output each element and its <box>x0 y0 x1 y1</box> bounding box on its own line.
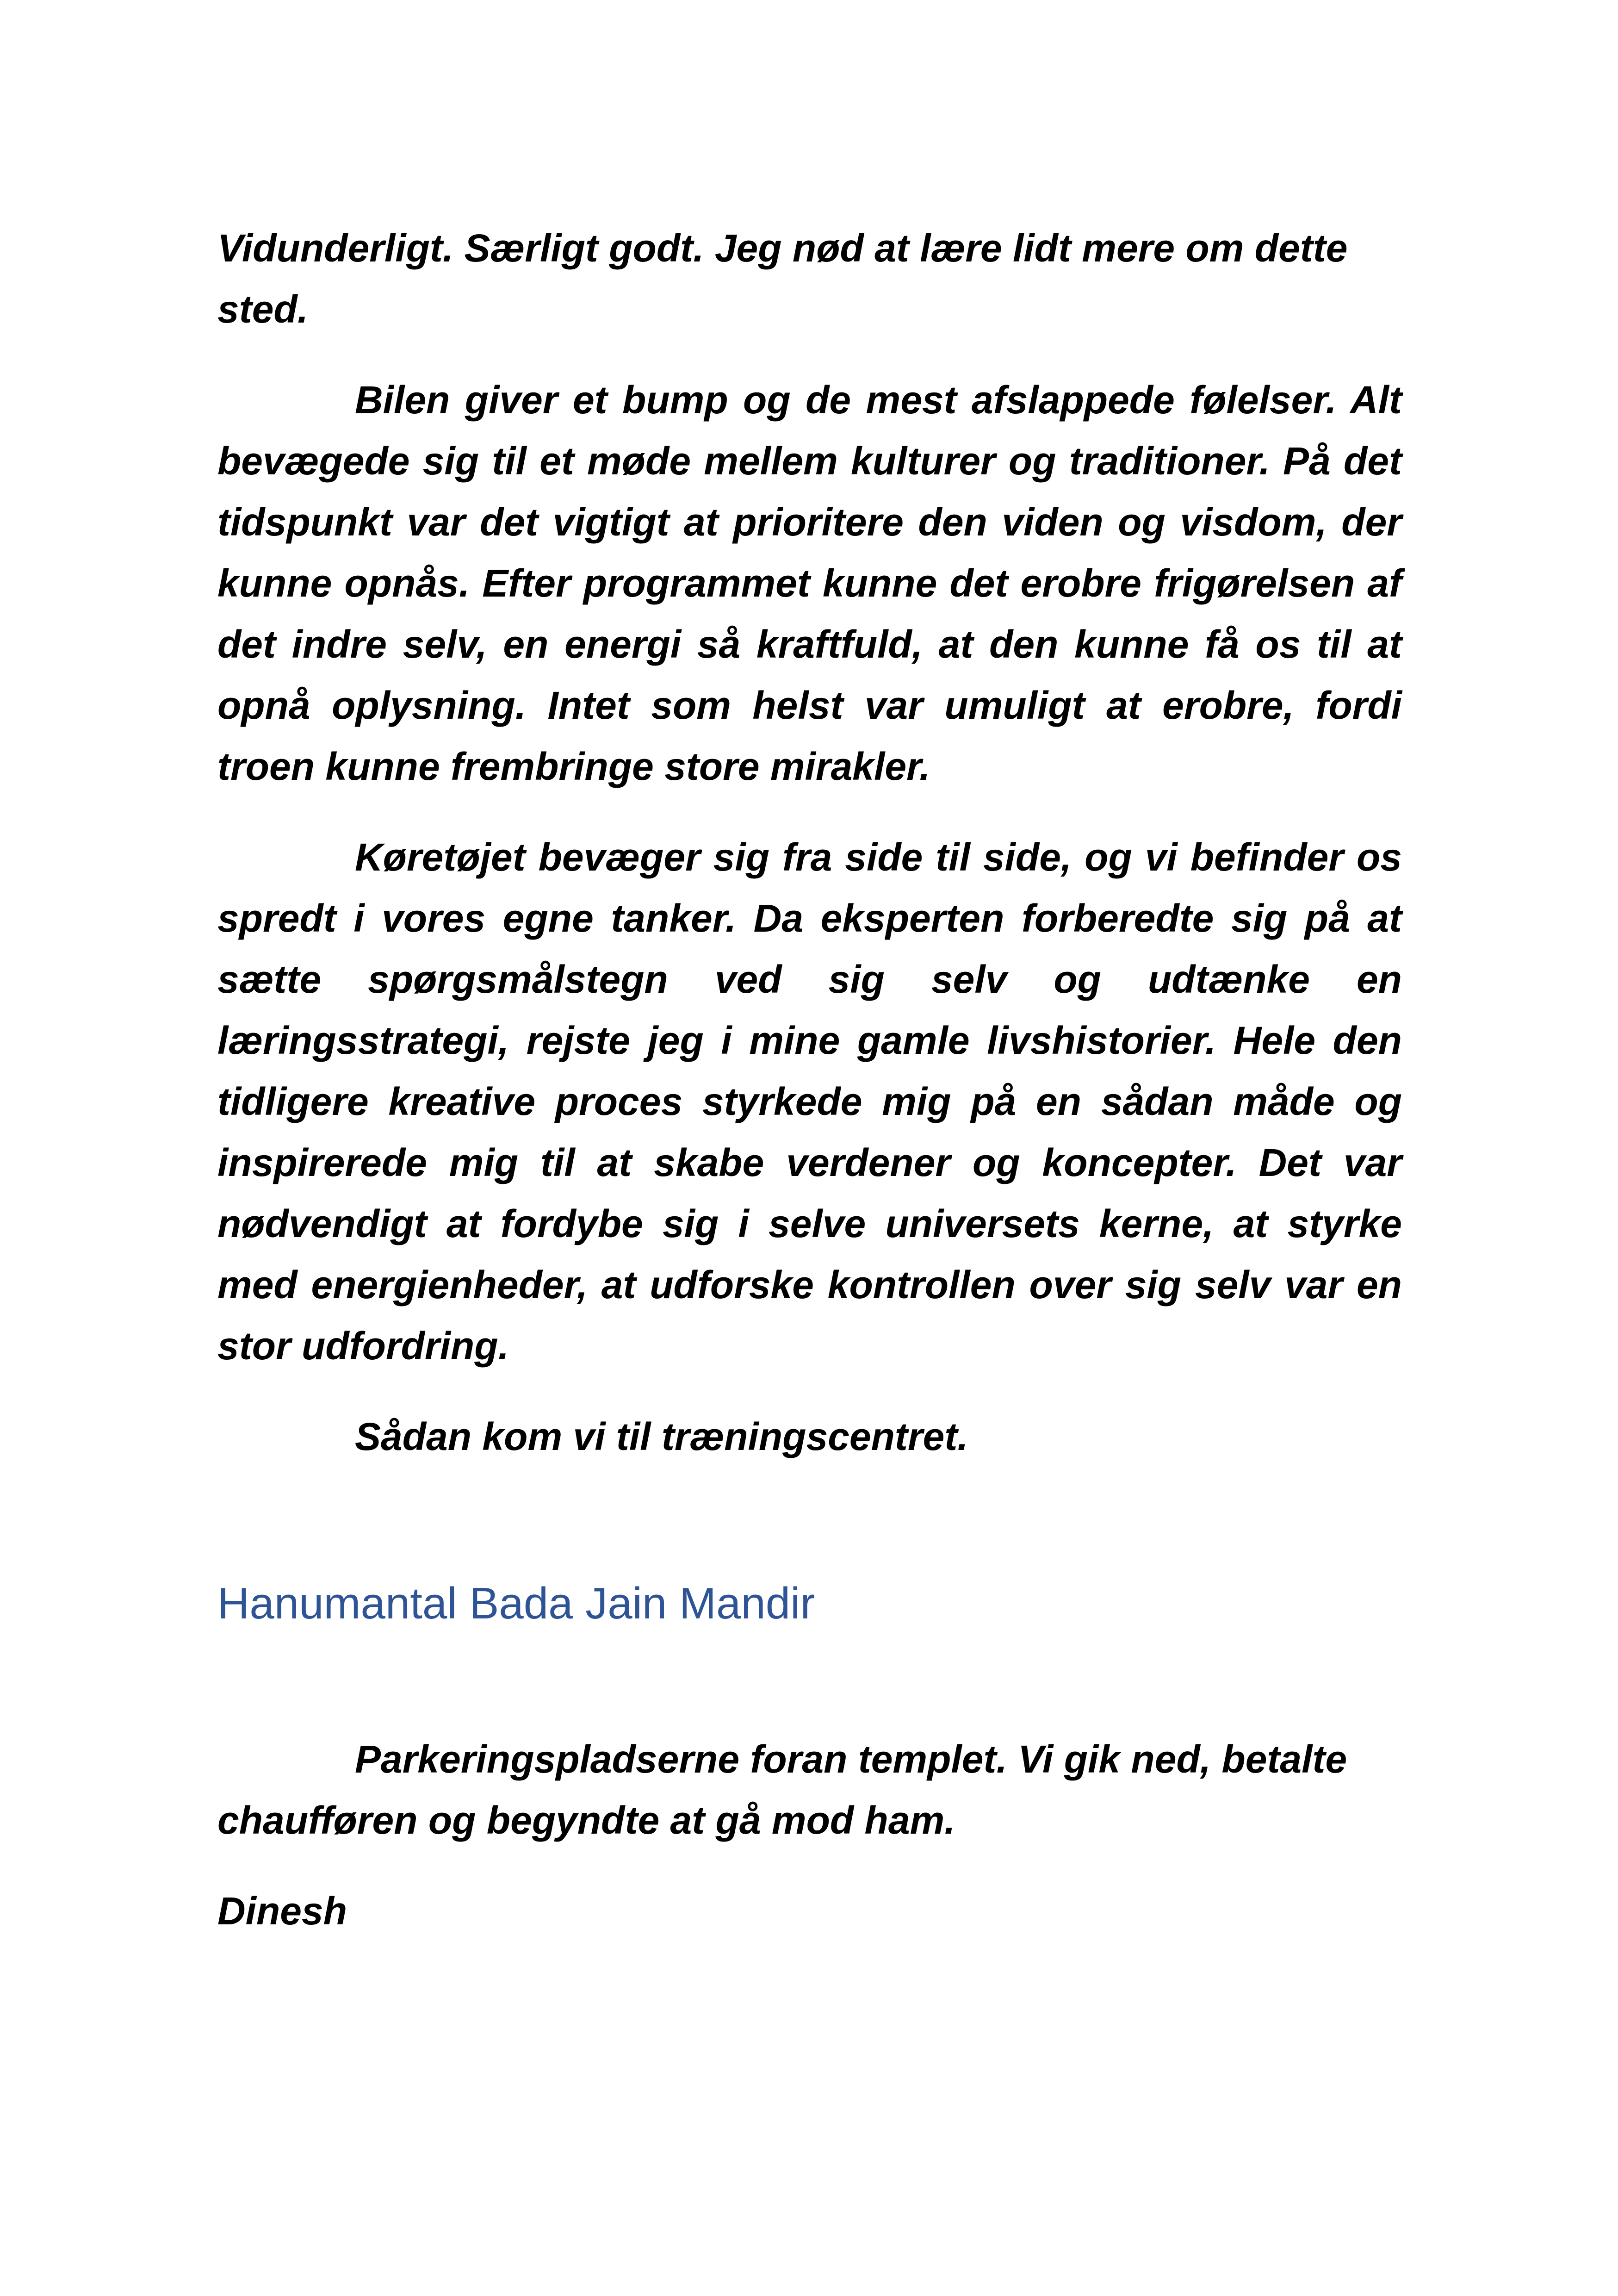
paragraph-parking: Parkeringspladserne foran templet. Vi gik ned, betalte chaufføren og begyndte at gå mod ham. <box>217 1737 1347 1842</box>
paragraph-arrival: Sådan kom vi til træningscentret. <box>355 1415 968 1458</box>
paragraph-vehicle-thoughts: Køretøjet bevæger sig fra side til side, og vi befinder os spredt i vores egne tanker. Da eksperten forberedte sig på at sætte spørgsmålstegn ved sig selv og udtænke en læringsstrategi, rejste jeg i mine gamle livshistorier. Hele den tidligere kreative proces styrkede mig på en sådan måde og inspirerede mig til at skabe verdener og koncepter. Det var nødvendigt at fordybe sig i selve universets kerne, at styrke med energienheder, at udforske kontrollen over sig selv var en stor udfordring. <box>217 835 1402 1368</box>
section-heading: Hanumantal Bada Jain Mandir <box>217 1579 815 1628</box>
document-page <box>217 218 1402 1941</box>
paragraph-car-bump: Bilen giver et bump og de mest afslappede følelser. Alt bevægede sig til et møde mellem kulturer og traditioner. På det tidspunkt var det vigtigt at prioritere den viden og visdom, der kunne opnås. Efter programmet kunne det erobre frigørelsen af det indre selv, en energi så kraftfuld, at den kunne få os til at opnå oplysning. Intet som helst var umuligt at erobre, fordi troen kunne frembringe store mirakler. <box>217 378 1402 788</box>
paragraph-intro: Vidunderligt. Særligt godt. Jeg nød at lære lidt mere om dette sted. <box>217 226 1348 331</box>
signature-name: Dinesh <box>217 1889 347 1933</box>
